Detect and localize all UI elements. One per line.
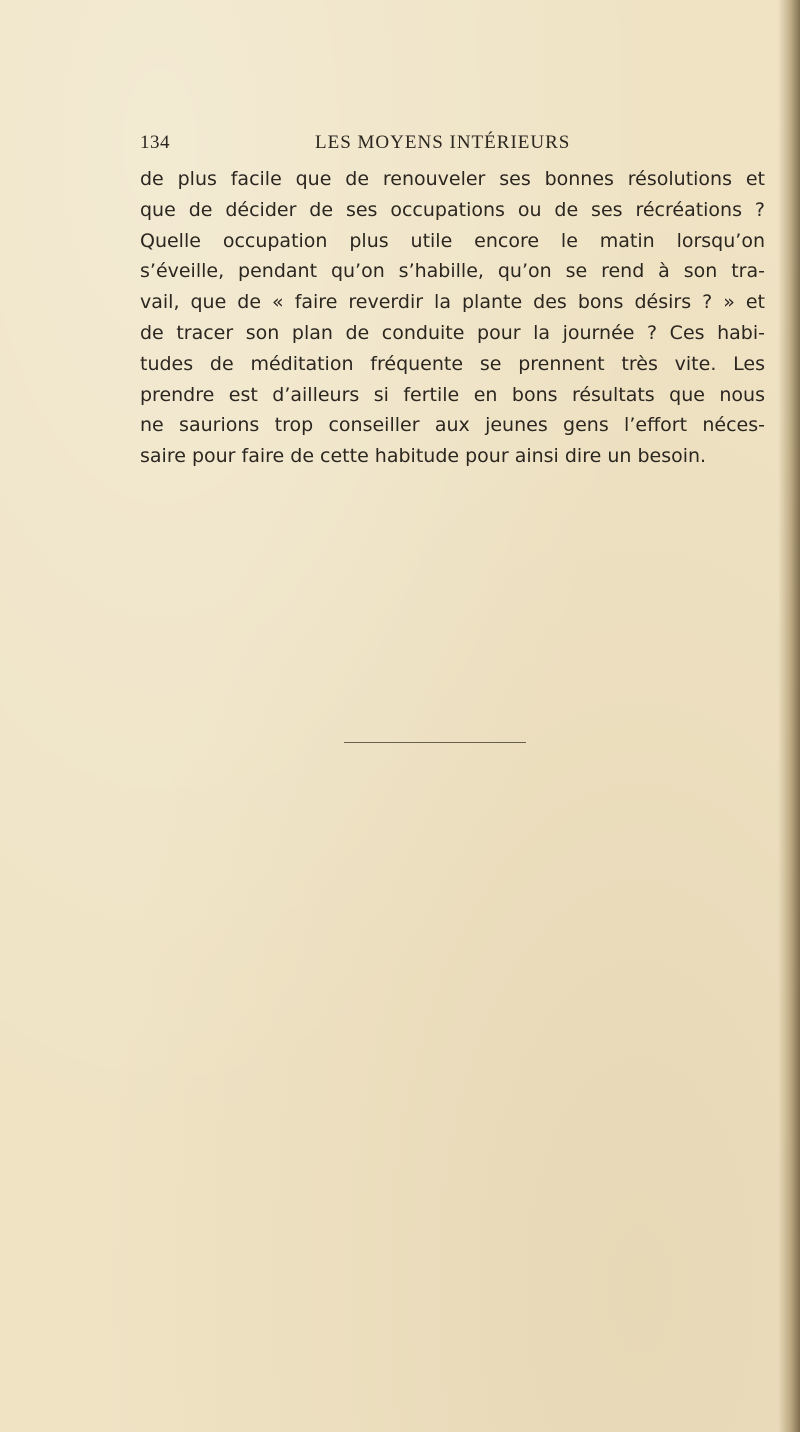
- paragraph: [140, 164, 765, 472]
- page-edge-shadow: [778, 0, 800, 1432]
- text-line: prendre est d’ailleurs si fertile en bons résultats que nous: [140, 383, 765, 406]
- text-line: ne saurions trop conseiller aux jeunes gens l’effort néces-: [140, 414, 765, 437]
- running-title: LES MOYENS INTÉRIEURS: [315, 132, 571, 153]
- page-number: 134: [140, 132, 170, 153]
- text-line: que de décider de ses occupations ou de ses récréations ?: [140, 198, 765, 221]
- text-line: Quelle occupation plus utile encore le matin lorsqu’on: [140, 229, 765, 252]
- text-line: de plus facile que de renouveler ses bonnes résolutions et: [140, 168, 765, 190]
- text-line: saire pour faire de cette habitude pour ainsi dire un besoin.: [140, 445, 707, 468]
- text-line: s’éveille, pendant qu’on s’habille, qu’on se rend à son tra-: [140, 260, 765, 283]
- text-line: de tracer son plan de conduite pour la journée ? Ces habi-: [140, 321, 765, 344]
- text-line: tudes de méditation fréquente se prennent très vite. Les: [140, 352, 765, 375]
- text-line: vail, que de « faire reverdir la plante des bons désirs ? » et: [140, 291, 765, 314]
- section-rule: [344, 742, 526, 743]
- page-header: [140, 132, 760, 162]
